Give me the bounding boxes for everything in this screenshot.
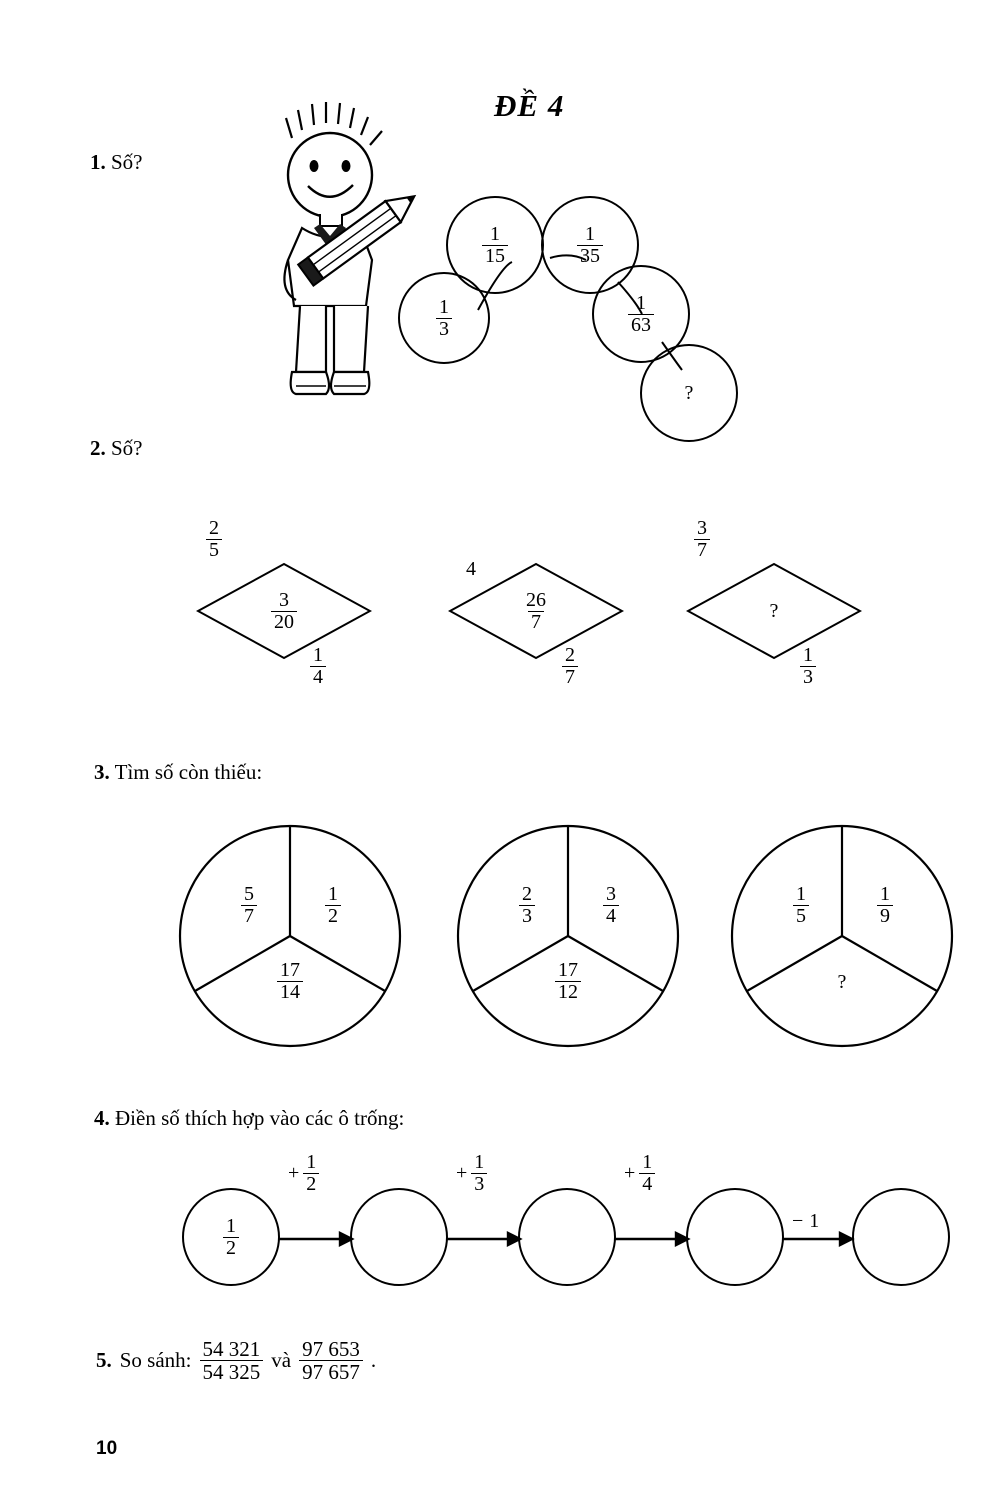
answer-placeholder: ? — [684, 381, 694, 404]
pie-2-bottom-value — [532, 952, 604, 1010]
exercise-3-pie-3[interactable] — [730, 824, 954, 1048]
pie-3-right-value — [854, 876, 916, 934]
fraction: $\frac{1}{3}$ — [800, 645, 816, 688]
exercise-2-rhombus-3-top-left — [694, 518, 710, 561]
pie-1-bottom-value — [254, 952, 326, 1010]
exercise-2-rhombus-1[interactable] — [196, 562, 372, 660]
pie-shape — [456, 824, 680, 1048]
exercise-4-operation-3 — [624, 1152, 655, 1195]
exercise-2-rhombus-1-bottom-right — [310, 645, 326, 688]
exercise-4-number: 4. — [94, 1106, 110, 1130]
exercise-4-operation-2 — [456, 1152, 487, 1195]
exercise-5-right-fraction: $\frac{97 653}{97 657}$ — [299, 1338, 363, 1383]
fraction: $\frac{1}{63}$ — [628, 293, 654, 336]
operation-sign: + — [288, 1162, 300, 1184]
fraction: $\frac{17}{12}$ — [555, 960, 581, 1003]
operation-sign: − — [792, 1210, 804, 1232]
exercise-1-label — [90, 150, 143, 175]
fraction: $\frac{1}{35}$ — [577, 224, 603, 267]
pie-shape — [178, 824, 402, 1048]
exercise-4-operation-4 — [792, 1210, 819, 1233]
pie-2-left-value — [496, 876, 558, 934]
pie-1-left-value — [218, 876, 280, 934]
fraction: $\frac{2}{3}$ — [519, 884, 535, 927]
fraction: $\frac{1}{5}$ — [793, 884, 809, 927]
exercise-2-prompt: Số? — [111, 436, 143, 460]
exercise-5-period: . — [370, 1348, 377, 1373]
exercise-5-left-fraction: $\frac{54 321}{54 325}$ — [200, 1338, 264, 1383]
exercise-2-rhombus-3[interactable] — [686, 562, 862, 660]
exercise-5-prompt: So sánh: — [119, 1348, 192, 1373]
fraction: $\frac{1}{9}$ — [877, 884, 893, 927]
operation-sign: + — [624, 1162, 636, 1184]
exercise-2-number: 2. — [90, 436, 106, 460]
exercise-3-prompt: Tìm số còn thiếu: — [114, 760, 263, 784]
rhombus-center-answer: ? — [769, 599, 779, 622]
fraction: $\frac{2}{7}$ — [562, 645, 578, 688]
pie-shape — [730, 824, 954, 1048]
fraction: $\frac{3}{7}$ — [694, 518, 710, 561]
exercise-2-rhombus-1-top-left — [206, 518, 222, 561]
fraction: $\frac{1}{2}$ — [303, 1152, 319, 1195]
fraction: $\frac{1}{4}$ — [310, 645, 326, 688]
fraction: $\frac{2}{5}$ — [206, 518, 222, 561]
fraction: $\frac{3}{4}$ — [603, 884, 619, 927]
fraction: $\frac{1}{15}$ — [482, 224, 508, 267]
exercise-3-pie-2[interactable] — [456, 824, 680, 1048]
rhombus-center-value — [196, 562, 372, 660]
pie-2-right-value — [580, 876, 642, 934]
fraction: $\frac{3}{20}$ — [271, 590, 297, 633]
exercise-1-circle-2[interactable] — [446, 196, 544, 294]
fraction: $\frac{5}{7}$ — [241, 884, 257, 927]
exercise-2-rhombus-2-bottom-right — [562, 645, 578, 688]
pie-3-left-value — [770, 876, 832, 934]
fraction: $\frac{1}{2}$ — [325, 884, 341, 927]
exercise-4-operation-1 — [288, 1152, 319, 1195]
exercise-5-conjunction: và — [271, 1348, 292, 1373]
exercise-1-circle-5-answer[interactable] — [640, 344, 738, 442]
exercise-3-pie-1[interactable] — [178, 824, 402, 1048]
operation-value: 1 — [809, 1210, 820, 1232]
exercise-4-label — [94, 1106, 404, 1131]
exercise-1-prompt: Số? — [111, 150, 143, 174]
exercise-3-label — [94, 760, 262, 785]
exercise-2-label — [90, 436, 143, 461]
fraction: $\frac{1}{3}$ — [436, 297, 452, 340]
page-number: 10 — [96, 1438, 118, 1459]
fraction: $\frac{26}{7}$ — [526, 588, 546, 633]
exercise-4-arrows — [180, 1224, 970, 1254]
exercise-2-rhombus-3-bottom-right — [800, 645, 816, 688]
exercise-5 — [96, 1338, 376, 1383]
fraction: $\frac{1}{4}$ — [639, 1152, 655, 1195]
exercise-2-rhombus-2-top-left: 4 — [466, 558, 476, 580]
exercise-1-number: 1. — [90, 150, 106, 174]
page-title: ĐỀ 4 — [494, 88, 565, 123]
fraction: $\frac{17}{14}$ — [277, 960, 303, 1003]
exercise-4-prompt: Điền số thích hợp vào các ô trống: — [115, 1106, 405, 1130]
operation-sign: + — [456, 1162, 468, 1184]
pie-1-right-value — [302, 876, 364, 934]
fraction: $\frac{1}{3}$ — [471, 1152, 487, 1195]
exercise-3-number: 3. — [94, 760, 110, 784]
pie-3-bottom-answer: ? — [837, 970, 847, 993]
exercise-5-number: 5. — [96, 1348, 112, 1373]
fraction: $\frac{1}{2}$ — [223, 1216, 239, 1259]
